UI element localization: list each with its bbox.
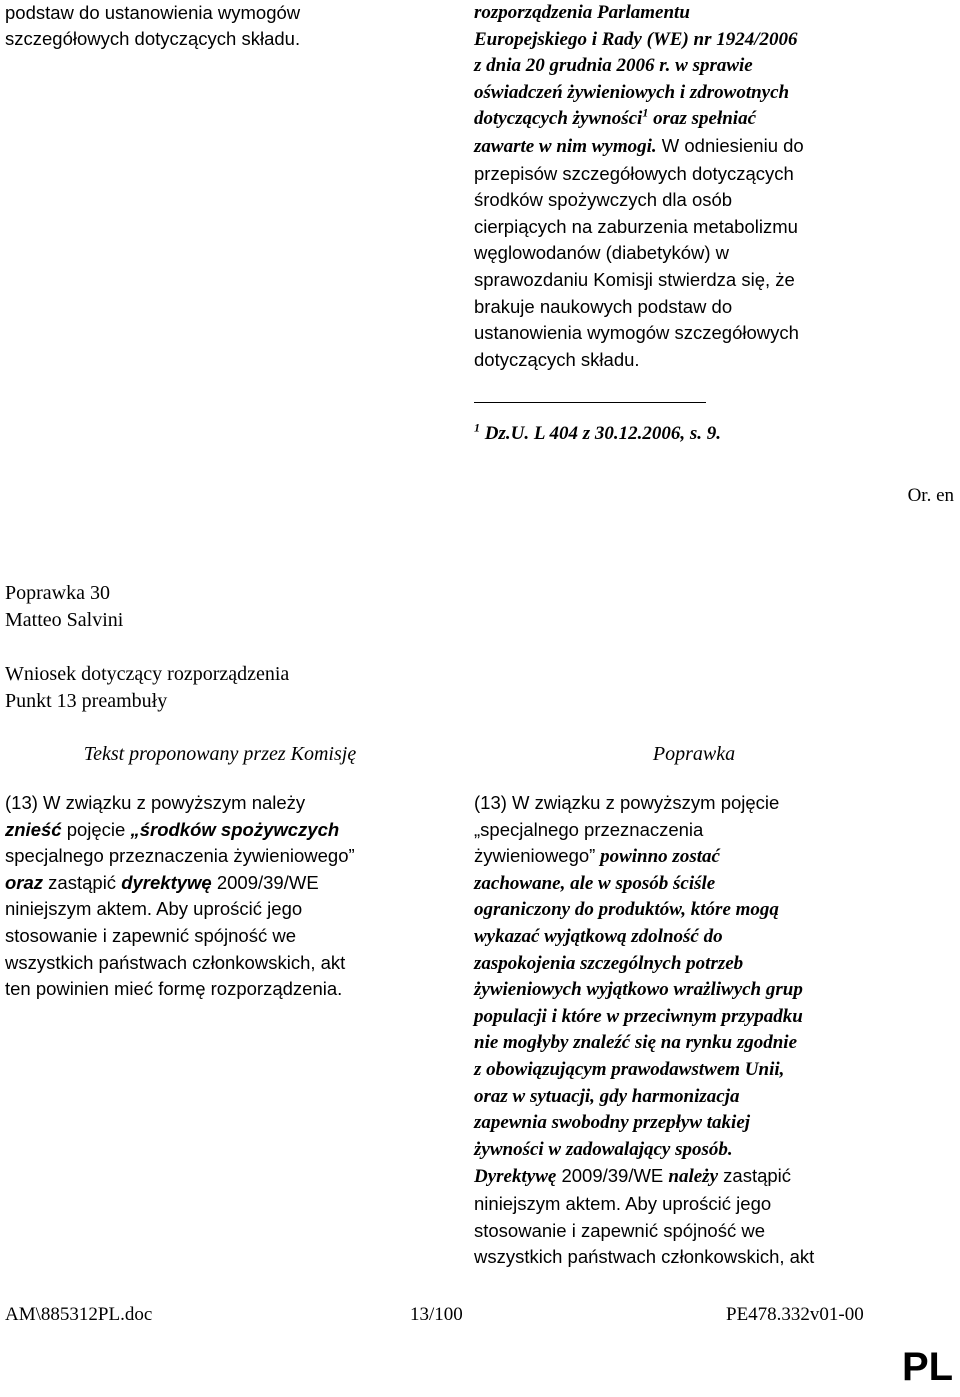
- top-left-text: [5, 0, 425, 52]
- text-line: stosowanie i zapewnić spójność we: [474, 1219, 766, 1241]
- text-line: przepisów szczegółowych dotyczących: [474, 162, 794, 184]
- top-right-text: [474, 0, 914, 373]
- text-line: szczegółowych dotyczących składu.: [5, 28, 301, 49]
- text-span: W odniesieniu do: [656, 134, 804, 156]
- bold-italic-line: wykazać wyjątkową zdolność do: [474, 925, 723, 947]
- text-line: dotyczących składu.: [474, 348, 640, 370]
- text-span: 2009/39/WE: [211, 871, 319, 893]
- bold-italic-line: zapewnia swobodny przepływ takiej: [474, 1112, 751, 1134]
- text-line: wszystkich państwach członkowskich, akt: [474, 1246, 815, 1268]
- text-line: brakuje naukowych podstaw do: [474, 295, 733, 317]
- bold-italic-line: [474, 106, 914, 133]
- commission-text: [5, 790, 445, 1003]
- text-line: sprawozdaniu Komisji stwierdza się, że: [474, 268, 795, 290]
- footnote-ref: 1: [642, 106, 649, 121]
- text-span: zastąpić: [718, 1165, 792, 1187]
- text-line: wszystkich państwach członkowskich, akt: [5, 951, 346, 973]
- language-badge: PL: [902, 1345, 954, 1389]
- bold-italic-line: Europejskiego i Rady (WE) nr 1924/2006: [474, 28, 798, 50]
- right-column-header: Poprawka: [652, 743, 736, 765]
- text-line: niniejszym aktem. Aby uprościć jego: [474, 1192, 772, 1214]
- footnote-text: Dz.U. L 404 z 30.12.2006, s. 9.: [480, 423, 722, 444]
- text-span: znieść: [5, 818, 62, 840]
- text-span: pojęcie: [61, 818, 131, 840]
- footer-page-number: 13/100: [410, 1304, 463, 1325]
- bold-italic-line: zachowane, ale w sposób ściśle: [474, 872, 716, 894]
- text-span: oraz: [5, 871, 44, 893]
- text-span: „środków spożywczych: [130, 818, 340, 840]
- text-line: „specjalnego przeznaczenia: [474, 818, 704, 840]
- footer-doc-ref: AM\885312PL.doc: [5, 1304, 153, 1325]
- text-line: niniejszym aktem. Aby uprościć jego: [5, 898, 303, 920]
- amendment-author: Matteo Salvini: [5, 609, 124, 631]
- bold-italic-line: populacji i które w przeciwnym przypadku: [474, 1005, 803, 1027]
- text-span: powinno zostać: [595, 846, 720, 868]
- mixed-line: [474, 133, 914, 161]
- bold-italic-line: rozporządzenia Parlamentu: [474, 2, 690, 23]
- amendment-number: Poprawka 30: [5, 582, 110, 604]
- left-column-header: Tekst proponowany przez Komisję: [83, 743, 357, 765]
- text-line: podstaw do ustanowienia wymogów: [5, 2, 301, 23]
- amendment-header: [5, 580, 123, 634]
- text-span: dotyczących żywności: [474, 108, 643, 130]
- bold-italic-line: żywieniowych wyjątkowo wrażliwych grup: [474, 979, 803, 1001]
- footnote-rule: [474, 402, 706, 403]
- text-line: środków spożywczych dla osób: [474, 189, 733, 211]
- bold-italic-line: zaspokojenia szczególnych potrzeb: [474, 952, 744, 974]
- bold-italic-line: z obowiązującym prawodawstwem Unii,: [474, 1058, 785, 1080]
- text-line: [5, 870, 445, 897]
- text-line: (13) W związku z powyższym pojęcie: [474, 792, 780, 813]
- text-line: węglowodanów (diabetyków) w: [474, 242, 730, 264]
- bold-italic-line: nie mogłyby znaleźć się na rynku zgodnie: [474, 1032, 798, 1054]
- text-line: [474, 843, 944, 871]
- text-span: Dyrektywę: [474, 1166, 557, 1188]
- text-span: zawarte w nim wymogi.: [474, 135, 657, 157]
- text-line: [5, 817, 445, 844]
- text-span: zastąpić: [43, 871, 122, 893]
- proposal-title: Wniosek dotyczący rozporządzenia: [5, 663, 290, 685]
- text-span: żywieniowego”: [474, 845, 596, 867]
- text-span: oraz spełniać: [648, 108, 757, 130]
- text-line: [474, 1163, 944, 1191]
- proposal-reference: [5, 661, 289, 715]
- text-span: 2009/39/WE: [556, 1165, 669, 1187]
- text-line: (13) W związku z powyższym należy: [5, 792, 306, 813]
- bold-italic-line: z dnia 20 grudnia 2006 r. w sprawie: [474, 55, 753, 77]
- text-line: ten powinien mieć formę rozporządzenia.: [5, 978, 343, 1000]
- text-line: cierpiących na zaburzenia metabolizmu: [474, 215, 798, 237]
- amendment-text: [474, 790, 944, 1271]
- text-line: stosowanie i zapewnić spójność we: [5, 924, 297, 946]
- bold-italic-line: oraz w sytuacji, gdy harmonizacja: [474, 1085, 740, 1107]
- text-span: należy: [668, 1166, 719, 1188]
- bold-italic-line: oświadczeń żywieniowych i zdrowotnych: [474, 81, 790, 103]
- plain-paragraph: [474, 161, 914, 374]
- proposal-point: Punkt 13 preambuły: [5, 690, 168, 712]
- bold-italic-line: ograniczony do produktów, które mogą: [474, 899, 779, 921]
- original-language: Or. en: [907, 485, 954, 506]
- footnote: [474, 421, 721, 448]
- footer-pe-ref: PE478.332v01-00: [726, 1304, 864, 1325]
- text-line: ustanowienia wymogów szczegółowych: [474, 322, 799, 344]
- footnote-number: 1: [474, 420, 480, 435]
- text-span: dyrektywę: [121, 871, 212, 893]
- text-line: specjalnego przeznaczenia żywieniowego”: [5, 845, 355, 867]
- bold-italic-line: żywności w zadowalający sposób.: [474, 1138, 733, 1160]
